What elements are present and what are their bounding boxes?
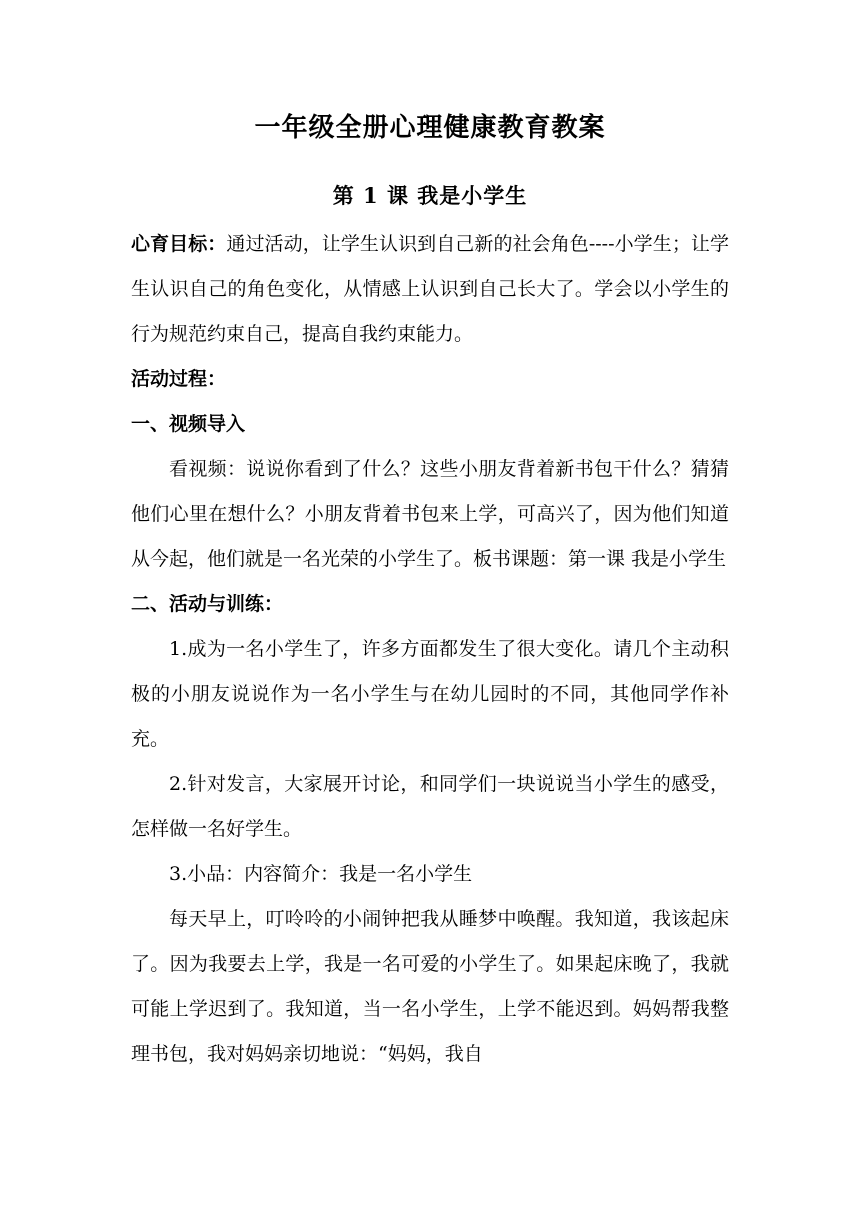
document-body [131,222,729,1077]
activity-item-1: 1.成为一名小学生了，许多方面都发生了很大变化。请几个主动积极的小朋友说说作为一名小学生与在幼儿园时的不同，其他同学作补充。 [131,638,729,750]
section-heading-activity: 二、活动与训练： [131,593,284,615]
lesson-title: 第 1 课 我是小学生 [332,183,528,208]
goal-text: 通过活动，让学生认识到自己新的社会角色----小学生；让学生认识自己的角色变化，从情感上认识到自己长大了。学会以小学生的行为规范约束自己，提高自我约束能力。 [131,233,729,345]
activity-item-3: 3.小品：内容简介：我是一名小学生 [169,863,473,885]
activity-item-2: 2.针对发言，大家展开讨论，和同学们一块说说当小学生的感受，怎样做一名好学生。 [131,773,729,840]
story-paragraph: 每天早上，叮呤呤的小闹钟把我从睡梦中唤醒。我知道，我该起床了。因为我要去上学，我是一名可爱的小学生了。如果起床晚了，我就可能上学迟到了。我知道，当一名小学生，上学不能迟到。妈妈帮我整理书包，我对妈妈亲切地说：“妈妈，我自 [131,908,729,1065]
section-heading-video-intro: 一、视频导入 [131,413,246,435]
goal-label: 心育目标： [131,233,227,255]
process-heading: 活动过程： [131,368,227,390]
document-title: 一年级全册心理健康教育教案 [254,113,606,143]
goal-paragraph [131,222,729,357]
video-intro-paragraph: 看视频：说说你看到了什么？这些小朋友背着新书包干什么？猜猜他们心里在想什么？小朋友背着书包来上学，可高兴了，因为他们知道从今起，他们就是一名光荣的小学生了。板书课题：第一课 我是小学生 [131,458,729,570]
